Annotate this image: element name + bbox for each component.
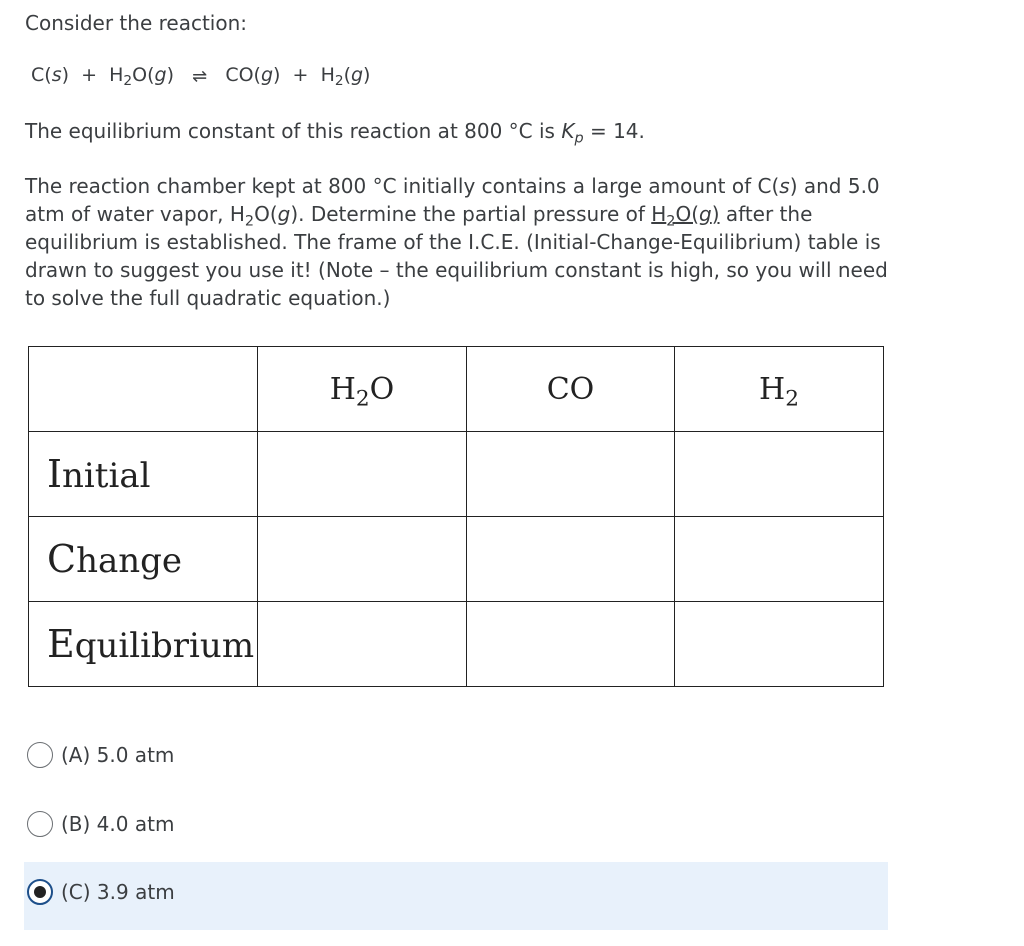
problem-statement: The reaction chamber kept at 800 °C initially contains a large amount of C(s) and 5.0 atm of water vapor, $H_2O(g)$. Determine the partial pressure of $H_2O(g)$ after the equilibrium is established. The frame of the I.C.E. (Initial-Change-Equilibrium) table is drawn to suggest you use it! (Note – the equilibrium constant is high, so you will need to solve the full quadratic equation.) <box>25 174 888 310</box>
ice-cell <box>258 517 467 602</box>
ice-row-equilibrium <box>29 602 884 687</box>
ice-header-co: CO <box>467 347 675 432</box>
radio-button[interactable] <box>27 742 53 768</box>
answer-option-b[interactable] <box>27 809 174 839</box>
ice-table <box>28 346 884 687</box>
option-label: (A) 5.0 atm <box>61 743 175 767</box>
reaction-equation: $C(s) + H_2O(g)$ ⇌ $CO(g) + H_2(g)$ <box>31 64 371 90</box>
equilibrium-arrow-icon: ⇌ <box>192 66 208 87</box>
ice-row-label-equilibrium: Equilibrium <box>29 602 258 687</box>
answer-option-a[interactable] <box>27 740 174 770</box>
ice-cell <box>258 432 467 517</box>
equilibrium-constant-statement: The equilibrium constant of this reaction at 800 °C is $K_p = 14$. <box>25 119 645 147</box>
ice-header-h2: $H_2$ <box>675 347 884 432</box>
ice-corner-cell <box>29 347 258 432</box>
ice-row-label-initial: Initial <box>29 432 258 517</box>
target-species: $H_2O(g)$ <box>651 202 720 230</box>
ice-header-row <box>29 347 884 432</box>
radio-button[interactable] <box>27 811 53 837</box>
radio-button-selected[interactable] <box>27 879 53 905</box>
ice-cell <box>467 432 675 517</box>
ice-cell <box>467 517 675 602</box>
ice-cell <box>675 602 884 687</box>
ice-cell <box>675 432 884 517</box>
ice-cell <box>258 602 467 687</box>
answer-option-c[interactable] <box>27 877 175 907</box>
ice-row-label-change: Change <box>29 517 258 602</box>
option-label: (B) 4.0 atm <box>61 812 175 836</box>
option-label: (C) 3.9 atm <box>61 880 175 904</box>
ice-row-change <box>29 517 884 602</box>
ice-cell <box>675 517 884 602</box>
ice-row-initial <box>29 432 884 517</box>
ice-cell <box>467 602 675 687</box>
ice-header-h2o: $H_2O$ <box>258 347 467 432</box>
question-intro: Consider the reaction: <box>25 11 248 35</box>
